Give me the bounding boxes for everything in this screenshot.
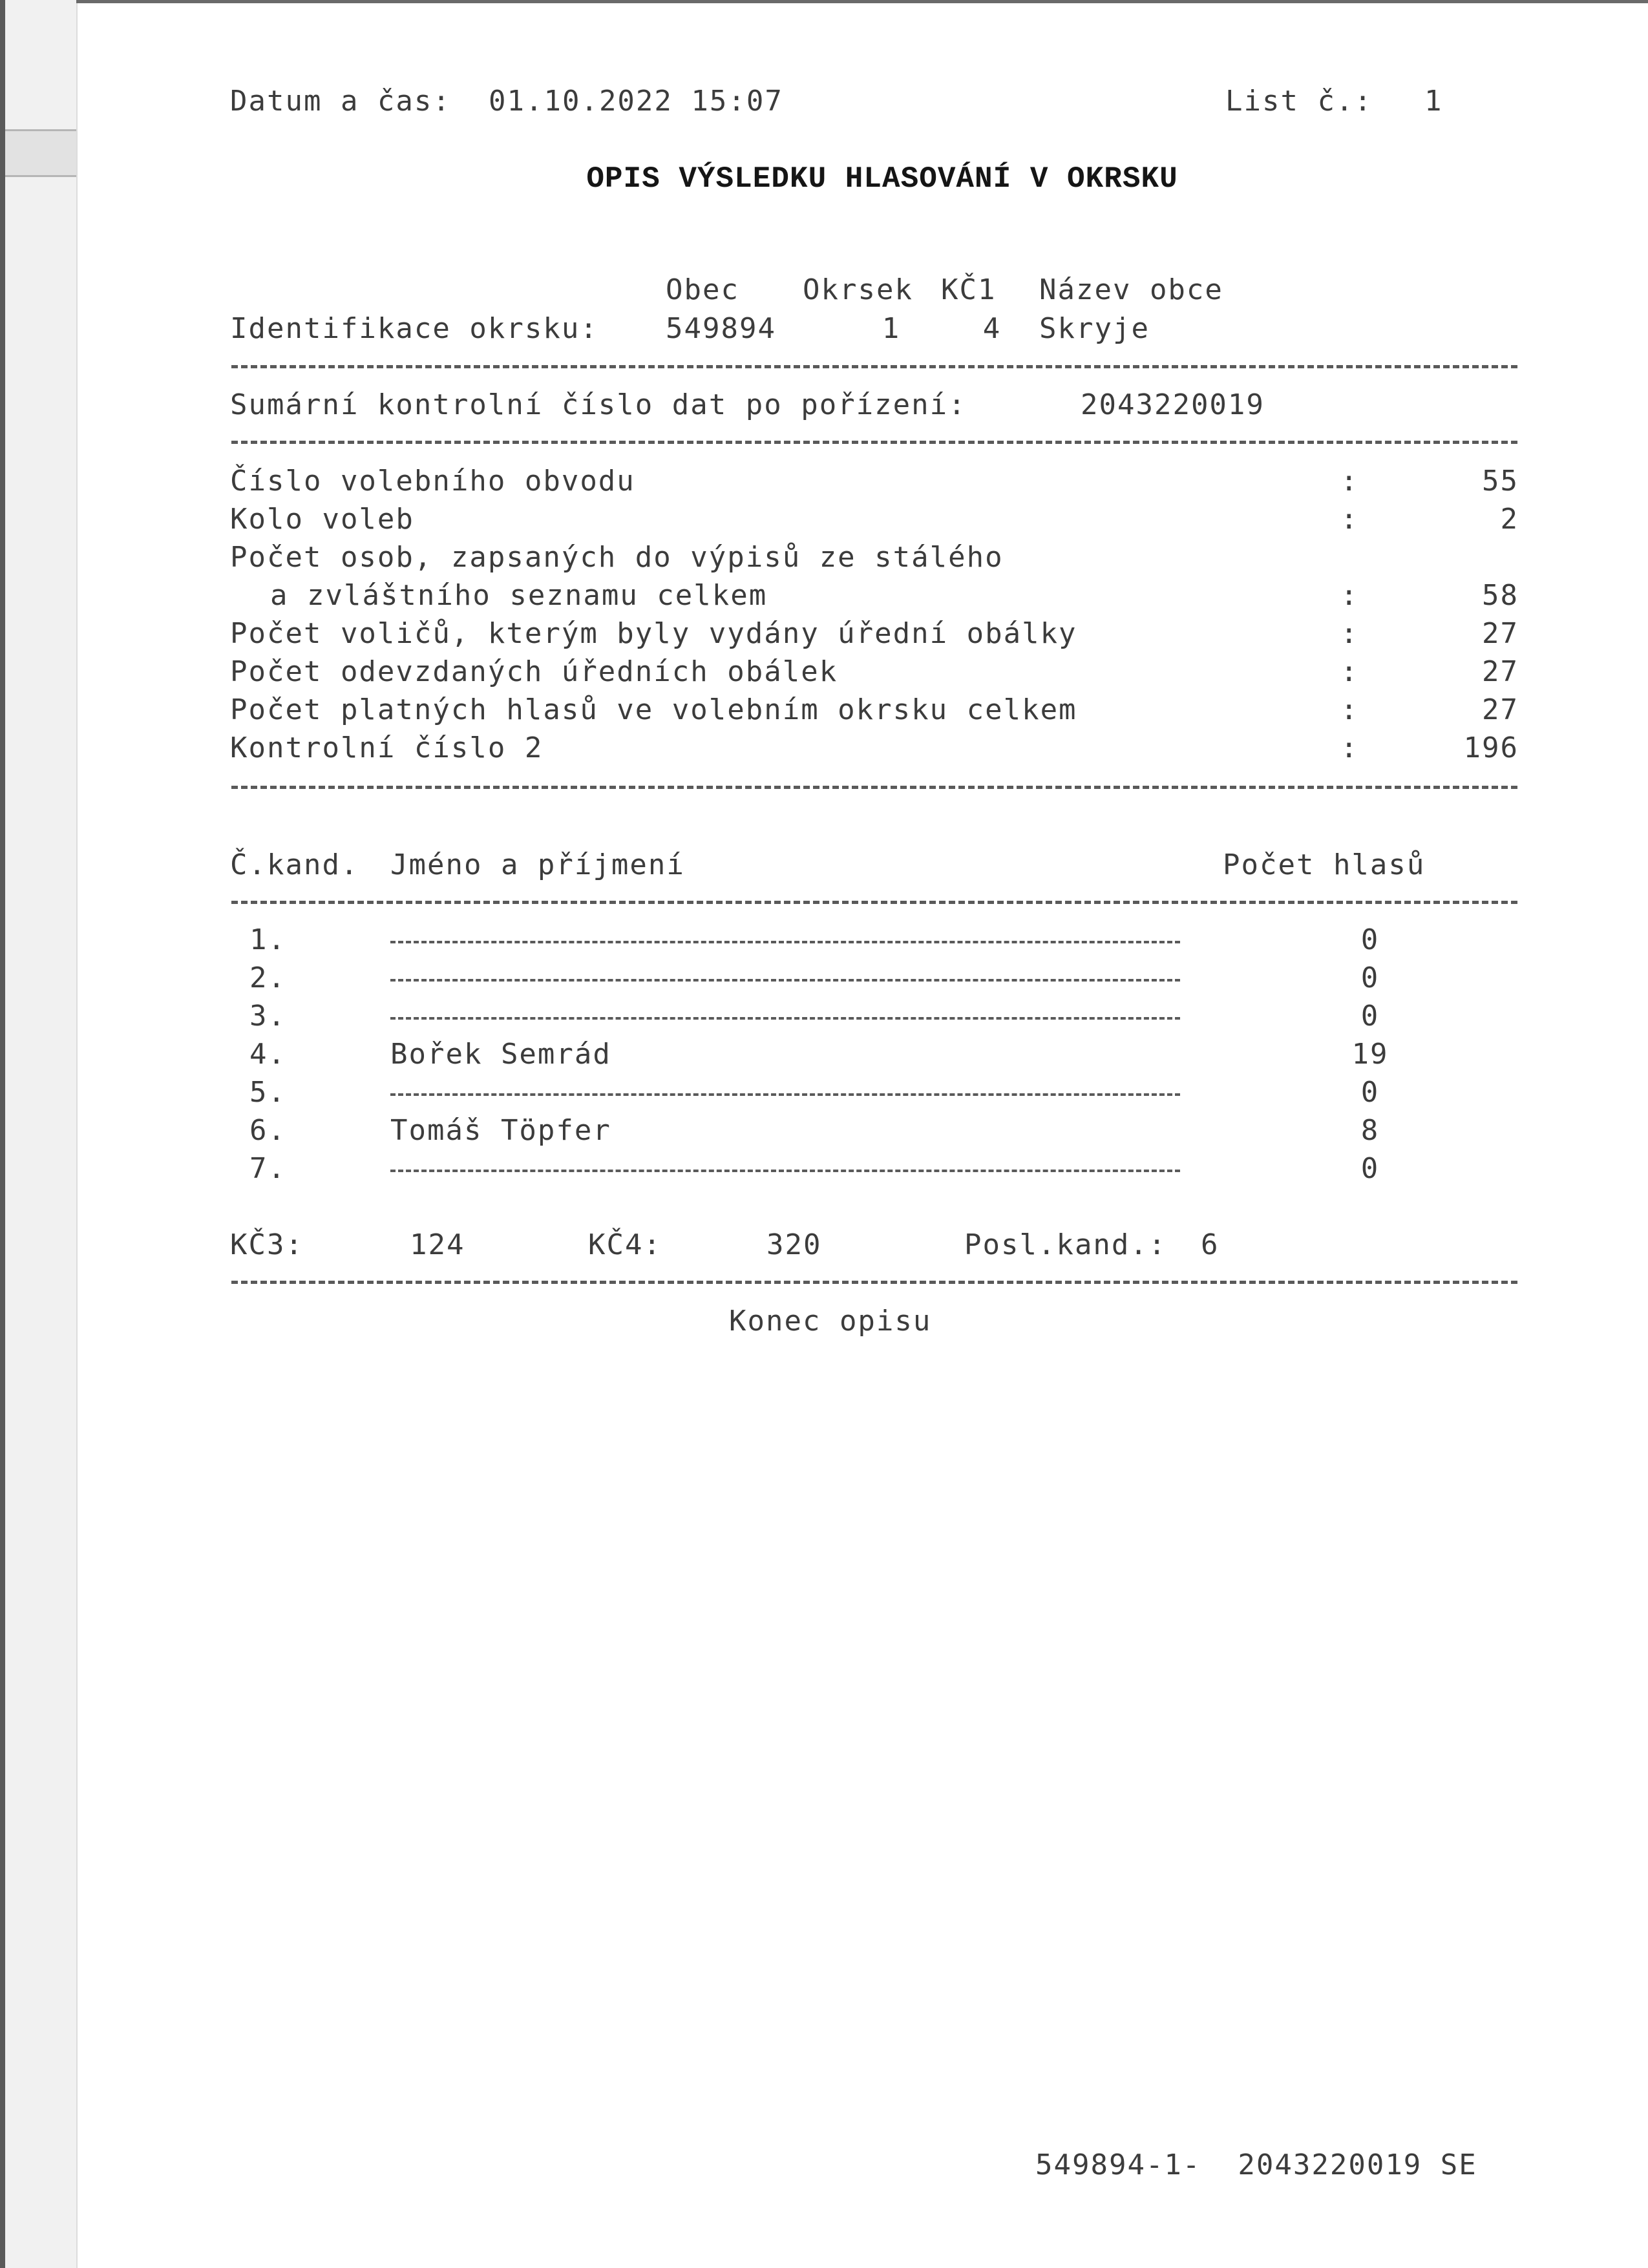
stat-value: 196 xyxy=(1463,731,1519,764)
stat-value: 27 xyxy=(1482,617,1519,650)
candidate-votes: 0 xyxy=(1360,1152,1380,1185)
stat-label: Počet platných hlasů ve volebním okrsku celkem xyxy=(230,693,1077,726)
stat-label: Kontrolní číslo 2 xyxy=(230,731,544,764)
stat-colon: : xyxy=(1340,693,1359,726)
candidate-number: 5. xyxy=(249,1076,286,1109)
candidate-votes: 8 xyxy=(1360,1114,1380,1147)
end-of-document: Konec opisu xyxy=(729,1305,932,1338)
candidate-number: 6. xyxy=(249,1114,286,1147)
stat-colon: : xyxy=(1340,655,1359,688)
document-title: OPIS VÝSLEDKU HLASOVÁNÍ V OKRSKU xyxy=(586,162,1178,196)
kc4-label: KČ4: xyxy=(588,1228,662,1261)
sheet-label: List č.: xyxy=(1225,85,1373,118)
candidate-name: Bořek Semrád xyxy=(390,1038,611,1071)
col-header-kc1: KČ1 xyxy=(941,273,997,306)
stat-label: Kolo voleb xyxy=(230,503,414,536)
kc3-label: KČ3: xyxy=(230,1228,304,1261)
checksum-label: Sumární kontrolní číslo dat po pořízení: xyxy=(230,388,967,421)
candidate-name-blank xyxy=(390,1093,1180,1096)
candidates-col-number: Č.kand. xyxy=(230,848,359,881)
stat-label: Počet odevzdaných úředních obálek xyxy=(230,655,838,688)
datetime-label: Datum a čas: xyxy=(230,85,451,118)
stat-label: Počet voličů, kterým byly vydány úřední obálky xyxy=(230,617,1077,650)
candidate-name-blank xyxy=(390,1170,1180,1172)
separator-rule xyxy=(231,786,1517,789)
candidate-name-blank xyxy=(390,1017,1180,1020)
datetime-value: 01.10.2022 15:07 xyxy=(489,85,783,118)
separator-rule xyxy=(231,441,1517,444)
stat-label: Číslo volebního obvodu xyxy=(230,465,635,498)
stat-label-continued: a zvláštního seznamu celkem xyxy=(270,579,768,612)
candidate-name: Tomáš Töpfer xyxy=(390,1114,611,1147)
candidate-votes: 19 xyxy=(1351,1038,1389,1071)
separator-rule xyxy=(231,901,1517,904)
stat-label: Počet osob, zapsaných do výpisů ze stálého xyxy=(230,541,1004,574)
stat-value: 27 xyxy=(1482,693,1519,726)
candidate-votes: 0 xyxy=(1360,923,1380,956)
stat-value: 2 xyxy=(1500,503,1519,536)
scan-edge-dark xyxy=(0,0,5,2268)
candidate-votes: 0 xyxy=(1360,961,1380,994)
stat-value: 55 xyxy=(1482,465,1519,498)
stat-value: 58 xyxy=(1482,579,1519,612)
candidates-col-votes: Počet hlasů xyxy=(1223,848,1426,881)
candidate-number: 4. xyxy=(249,1038,286,1071)
stat-colon: : xyxy=(1340,617,1359,650)
identification-label: Identifikace okrsku: xyxy=(230,312,598,345)
separator-rule xyxy=(231,1281,1517,1284)
stat-colon: : xyxy=(1340,731,1359,764)
separator-rule xyxy=(231,365,1517,368)
kc4-value: 320 xyxy=(766,1228,822,1261)
municipality-name: Skryje xyxy=(1039,312,1150,345)
candidate-name-blank xyxy=(390,979,1180,982)
stat-colon: : xyxy=(1340,503,1359,536)
page-identifier-code: 549894-1- 2043220019 SE xyxy=(1035,2148,1477,2181)
col-header-okrsek: Okrsek xyxy=(803,273,913,306)
col-header-nazev: Název obce xyxy=(1039,273,1223,306)
candidate-votes: 0 xyxy=(1360,1076,1380,1109)
sheet-number: 1 xyxy=(1424,85,1443,118)
candidate-number: 7. xyxy=(249,1152,286,1185)
candidate-number: 3. xyxy=(249,1000,286,1033)
okrsek-number: 1 xyxy=(882,312,901,345)
last-candidate-value: 6 xyxy=(1201,1228,1220,1261)
candidate-votes: 0 xyxy=(1360,1000,1380,1033)
candidate-name-blank xyxy=(390,941,1180,943)
obec-code: 549894 xyxy=(666,312,776,345)
scan-top-edge xyxy=(76,0,1648,3)
last-candidate-label: Posl.kand.: xyxy=(964,1228,1167,1261)
scan-edge-strip xyxy=(5,0,78,2268)
kc3-value: 124 xyxy=(410,1228,465,1261)
stat-value: 27 xyxy=(1482,655,1519,688)
candidate-number: 2. xyxy=(249,961,286,994)
kc1-value: 4 xyxy=(982,312,1002,345)
candidate-number: 1. xyxy=(249,923,286,956)
col-header-obec: Obec xyxy=(666,273,739,306)
stat-colon: : xyxy=(1340,579,1359,612)
checksum-value: 2043220019 xyxy=(1081,388,1265,421)
stat-colon: : xyxy=(1340,465,1359,498)
candidates-col-name: Jméno a příjmení xyxy=(390,848,685,881)
